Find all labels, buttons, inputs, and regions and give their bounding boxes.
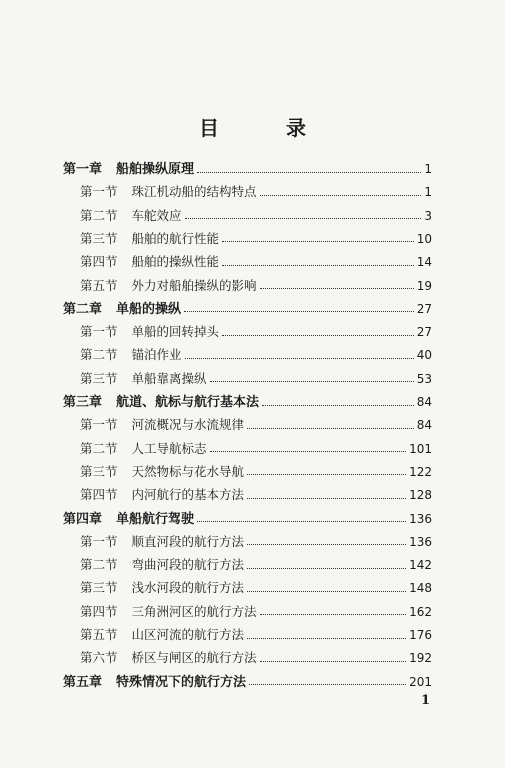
section-title: 船舶的操纵性能 (131, 254, 220, 270)
section-title: 船舶的航行性能 (131, 230, 220, 246)
section-number: 第二节 (80, 557, 118, 573)
toc-chapter-entry (63, 298, 432, 320)
entry-page-number: 1 (424, 185, 432, 200)
entry-page-number: 84 (416, 395, 432, 409)
section-title: 车舵效应 (131, 207, 182, 223)
section-number: 第五节 (80, 277, 118, 293)
section-number: 第三节 (80, 230, 118, 246)
toc-section-entry (80, 624, 432, 646)
entry-page-number: 14 (416, 255, 432, 270)
dot-leader (260, 195, 422, 196)
entry-page-number: 3 (424, 208, 432, 223)
dot-leader (185, 358, 414, 359)
section-number: 第五节 (80, 627, 118, 642)
dot-leader (247, 568, 406, 569)
toc-section-entry (80, 461, 432, 483)
toc-section-entry (80, 205, 432, 227)
section-number: 第一节 (80, 417, 118, 433)
section-number: 第二节 (80, 207, 118, 223)
dot-leader (247, 474, 406, 475)
toc-chapter-entry (63, 671, 432, 693)
toc-section-entry (80, 531, 432, 553)
section-number: 第一节 (80, 184, 118, 200)
dot-leader (210, 451, 407, 452)
entry-page-number: 176 (409, 628, 432, 642)
dot-leader (260, 288, 414, 289)
toc-section-entry (80, 228, 432, 250)
page-title: 目 录 (199, 116, 336, 140)
dot-leader (247, 638, 406, 639)
toc-section-entry (80, 251, 432, 273)
toc-section-entry (80, 554, 432, 576)
toc-section-entry (80, 647, 432, 669)
entry-page-number: 1 (424, 162, 432, 176)
section-title: 三角洲河区的航行方法 (131, 603, 257, 619)
entry-page-number: 136 (409, 534, 432, 549)
section-title: 桥区与闸区的航行方法 (131, 650, 257, 666)
chapter-title: 单船航行驾驶 (116, 511, 195, 527)
entry-page-number: 192 (409, 651, 432, 666)
toc-chapter-entry (63, 508, 432, 530)
toc-section-entry (80, 344, 432, 366)
toc-chapter-entry (63, 158, 432, 180)
chapter-number: 第二章 (63, 301, 103, 317)
dot-leader (197, 521, 406, 522)
section-title: 弯曲河段的航行方法 (131, 557, 245, 573)
section-number: 第三节 (80, 580, 118, 596)
section-title: 顺直河段的航行方法 (131, 533, 245, 549)
chapter-number: 第三章 (63, 395, 103, 410)
section-title: 单船的回转掉头 (131, 324, 220, 340)
dot-leader (260, 661, 407, 662)
section-number: 第四节 (80, 603, 118, 619)
section-number: 第一节 (80, 324, 118, 340)
entry-page-number: 19 (416, 278, 432, 293)
entry-page-number: 128 (409, 488, 432, 503)
toc-section-entry (80, 438, 432, 460)
toc-section-entry (80, 414, 432, 436)
section-title: 锚泊作业 (131, 347, 182, 363)
dot-leader (247, 591, 406, 592)
dot-leader (247, 498, 406, 499)
section-number: 第四节 (80, 254, 118, 270)
chapter-title: 船舶操纵原理 (116, 162, 195, 177)
dot-leader (210, 381, 414, 382)
entry-page-number: 162 (409, 604, 432, 619)
chapter-number: 第一章 (63, 162, 103, 177)
section-number: 第四节 (80, 487, 118, 503)
entry-page-number: 142 (409, 558, 432, 573)
dot-leader (260, 614, 407, 615)
dot-leader (222, 265, 414, 266)
dot-leader (247, 428, 414, 429)
dot-leader (184, 311, 414, 312)
entry-page-number: 27 (416, 325, 432, 340)
toc-section-entry (80, 181, 432, 203)
section-title: 浅水河段的航行方法 (131, 580, 245, 596)
entry-page-number: 148 (409, 581, 432, 596)
section-number: 第三节 (80, 370, 118, 386)
entry-page-number: 53 (416, 371, 432, 386)
entry-page-number: 10 (416, 231, 432, 246)
section-title: 外力对船舶操纵的影响 (131, 277, 257, 293)
section-title: 珠江机动船的结构特点 (131, 184, 257, 200)
section-title: 天然物标与花水导航 (131, 463, 245, 479)
section-number: 第三节 (80, 463, 118, 479)
toc-chapter-entry (63, 391, 432, 413)
section-number: 第二节 (80, 440, 118, 456)
entry-page-number: 84 (416, 418, 432, 433)
section-number: 第一节 (80, 533, 118, 549)
dot-leader (222, 335, 414, 336)
toc-section-entry (80, 577, 432, 599)
toc-section-entry (80, 275, 432, 297)
chapter-title: 单船的操纵 (116, 301, 182, 317)
toc-section-entry (80, 601, 432, 623)
dot-leader (247, 544, 406, 545)
section-title: 内河航行的基本方法 (131, 487, 245, 503)
chapter-number: 第五章 (63, 674, 103, 690)
dot-leader (185, 218, 422, 219)
toc-section-entry (80, 368, 432, 390)
entry-page-number: 101 (409, 441, 432, 456)
section-title: 河流概况与水流规律 (131, 417, 245, 433)
dot-leader (197, 172, 421, 173)
dot-leader (262, 405, 414, 406)
toc-section-entry (80, 321, 432, 343)
entry-page-number: 136 (409, 511, 432, 526)
toc-section-entry (80, 484, 432, 506)
dot-leader (222, 241, 414, 242)
chapter-number: 第四章 (63, 511, 103, 527)
chapter-title: 特殊情况下的航行方法 (116, 674, 247, 690)
entry-page-number: 201 (409, 674, 432, 689)
entry-page-number: 122 (409, 464, 432, 479)
section-title: 人工导航标志 (131, 440, 207, 456)
dot-leader (249, 684, 406, 685)
section-title: 单船靠离操纵 (131, 370, 207, 386)
entry-page-number: 27 (416, 301, 432, 316)
page-number: 1 (421, 693, 431, 708)
section-number: 第六节 (80, 650, 118, 666)
section-number: 第二节 (80, 347, 118, 363)
entry-page-number: 40 (416, 348, 432, 363)
chapter-title: 航道、航标与航行基本法 (116, 395, 260, 410)
section-title: 山区河流的航行方法 (131, 627, 245, 642)
